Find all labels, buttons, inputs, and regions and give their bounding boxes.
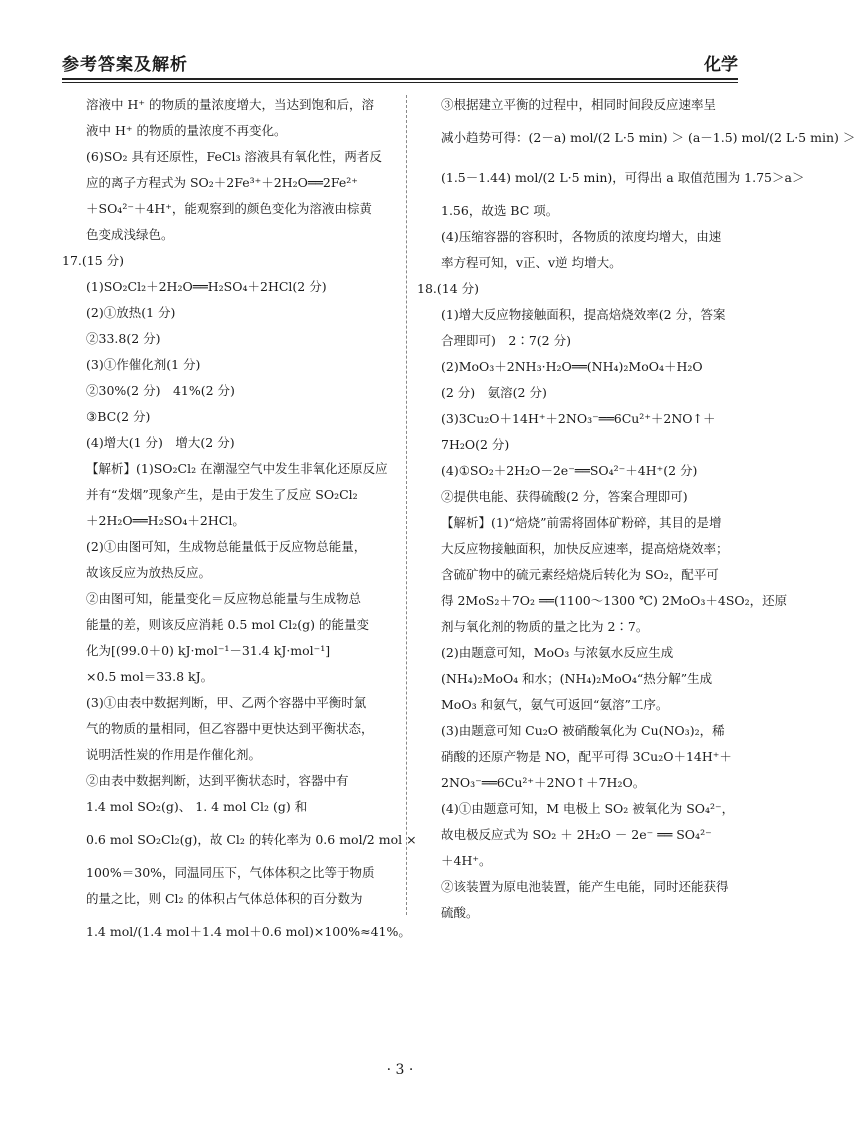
text-line: (1)SO₂Cl₂＋2H₂O══H₂SO₄＋2HCl(2 分): [86, 279, 327, 294]
header-rule-thin: [62, 82, 738, 83]
text-line: ②提供电能、获得硫酸(2 分，答案合理即可): [441, 489, 688, 504]
text-line: 17.(15 分): [62, 253, 125, 268]
text-line: 【解析】(1)SO₂Cl₂ 在潮湿空气中发生非氧化还原反应: [86, 461, 388, 476]
text-line: (2)①放热(1 分): [86, 305, 176, 320]
text-line: 7H₂O(2 分): [441, 437, 510, 452]
text-line: 并有“发烟”现象产生，是由于发生了反应 SO₂Cl₂: [86, 487, 358, 502]
text-line: 减小趋势可得：(2－a) mol/(2 L·5 min) ＞ (a－1.5) mol/(2 L·5 min) ＞: [441, 130, 855, 145]
text-line: ×0.5 mol＝33.8 kJ。: [86, 669, 214, 684]
page-header: [62, 44, 738, 80]
text-line: (2)MoO₃＋2NH₃·H₂O══(NH₄)₂MoO₄＋H₂O: [441, 359, 703, 374]
text-line: 合理即可) 2∶7(2 分): [441, 333, 571, 348]
text-line: (4)①由题意可知，M 电极上 SO₂ 被氧化为 SO₄²⁻，: [441, 801, 735, 816]
text-line: 含硫矿物中的硫元素经焙烧后转化为 SO₂，配平可: [441, 567, 719, 582]
text-line: (4)增大(1 分) 增大(2 分): [86, 435, 235, 450]
text-line: 故该反应为放热反应。: [86, 565, 212, 580]
text-line: 大反应物接触面积，加快反应速率，提高焙烧效率；: [441, 541, 729, 556]
text-line: 0.6 mol SO₂Cl₂(g)，故 Cl₂ 的转化率为 0.6 mol/2 mol ×: [86, 832, 417, 847]
text-line: ＋SO₄²⁻＋4H⁺，能观察到的颜色变化为溶液由棕黄: [86, 201, 372, 216]
text-line: 应的离子方程式为 SO₂＋2Fe³⁺＋2H₂O══2Fe²⁺: [86, 175, 358, 190]
text-line: ②由表中数据判断，达到平衡状态时，容器中有: [86, 773, 349, 788]
text-line: (2)①由图可知，生成物总能量低于反应物总能量，: [86, 539, 367, 554]
text-line: (2 分) 氨溶(2 分): [441, 385, 547, 400]
text-line: ＋4H⁺。: [441, 853, 492, 868]
text-line: ③根据建立平衡的过程中，相同时间段反应速率呈: [441, 97, 717, 112]
text-line: ②33.8(2 分): [86, 331, 161, 346]
text-line: 【解析】(1)“焙烧”前需将固体矿粉碎，其目的是增: [441, 515, 722, 530]
text-line: 18.(14 分): [417, 281, 480, 296]
text-line: (1.5－1.44) mol/(2 L·5 min)，可得出 a 取值范围为 1.75＞a＞: [441, 170, 805, 185]
text-line: (3)由题意可知 Cu₂O 被硝酸氧化为 Cu(NO₃)₂，稀: [441, 723, 725, 738]
text-line: 1.56，故选 BC 项。: [441, 203, 559, 218]
text-line: (6)SO₂ 具有还原性，FeCl₃ 溶液具有氧化性，两者反: [86, 149, 382, 164]
page-number: · 3 ·: [386, 1062, 414, 1078]
text-line: ③BC(2 分): [86, 409, 151, 424]
text-line: 说明活性炭的作用是作催化剂。: [86, 747, 262, 762]
text-line: 能量的差，则该反应消耗 0.5 mol Cl₂(g) 的能量变: [86, 617, 369, 632]
text-line: (4)①SO₂＋2H₂O－2e⁻══SO₄²⁻＋4H⁺(2 分): [441, 463, 698, 478]
header-subject: 化学: [704, 55, 738, 75]
text-line: 色变成浅绿色。: [86, 227, 174, 242]
text-line: (1)增大反应物接触面积，提高焙烧效率(2 分，答案: [441, 307, 726, 322]
text-line: 硫酸。: [441, 905, 479, 920]
text-line: 100%＝30%，同温同压下，气体体积之比等于物质: [86, 865, 375, 880]
text-line: 气的物质的量相同，但乙容器中更快达到平衡状态，: [86, 721, 374, 736]
text-line: ②该装置为原电池装置，能产生电能，同时还能获得: [441, 879, 729, 894]
text-line: 剂与氧化剂的物质的量之比为 2∶7。: [441, 619, 649, 634]
text-line: (NH₄)₂MoO₄ 和水；(NH₄)₂MoO₄“热分解”生成: [441, 671, 713, 686]
column-divider: [406, 95, 407, 915]
right-column: [417, 92, 855, 926]
text-line: (3)①由表中数据判断，甲、乙两个容器中平衡时氯: [86, 695, 367, 710]
text-line: ②30%(2 分) 41%(2 分): [86, 383, 235, 398]
header-title: 参考答案及解析: [62, 55, 188, 75]
text-line: (4)压缩容器的容积时，各物质的浓度均增大，由速: [441, 229, 722, 244]
text-line: 2NO₃⁻══6Cu²⁺＋2NO↑＋7H₂O。: [441, 775, 646, 790]
text-line: ＋2H₂O══H₂SO₄＋2HCl。: [86, 513, 245, 528]
text-line: 1.4 mol SO₂(g)、 1. 4 mol Cl₂ (g) 和: [86, 799, 308, 814]
text-line: 得 2MoS₂＋7O₂ ══(1100～1300 ℃) 2MoO₃＋4SO₂，还原: [441, 593, 788, 608]
text-line: MoO₃ 和氨气，氨气可返回“氨溶”工序。: [441, 697, 669, 712]
text-line: 率方程可知，v正、v逆 均增大。: [441, 255, 622, 270]
text-line: 1.4 mol/(1.4 mol＋1.4 mol＋0.6 mol)×100%≈41%。: [86, 924, 411, 939]
text-line: ②由图可知，能量变化＝反应物总能量与生成物总: [86, 591, 362, 606]
text-line: 液中 H⁺ 的物质的量浓度不再变化。: [86, 123, 287, 138]
text-line: 化为[(99.0＋0) kJ·mol⁻¹－31.4 kJ·mol⁻¹]: [86, 643, 331, 658]
text-line: (2)由题意可知，MoO₃ 与浓氨水反应生成: [441, 645, 674, 660]
text-line: (3)3Cu₂O＋14H⁺＋2NO₃⁻══6Cu²⁺＋2NO↑＋: [441, 411, 716, 426]
text-line: 溶液中 H⁺ 的物质的量浓度增大，当达到饱和后，溶: [86, 97, 374, 112]
header-rule-thick: [62, 78, 738, 80]
text-line: 的量之比，则 Cl₂ 的体积占气体总体积的百分数为: [86, 891, 363, 906]
text-line: 故电极反应式为 SO₂ ＋ 2H₂O － 2e⁻ ══ SO₄²⁻: [441, 827, 712, 842]
text-line: 硝酸的还原产物是 NO，配平可得 3Cu₂O＋14H⁺＋: [441, 749, 732, 764]
text-line: (3)①作催化剂(1 分): [86, 357, 201, 372]
left-column: [62, 92, 417, 952]
